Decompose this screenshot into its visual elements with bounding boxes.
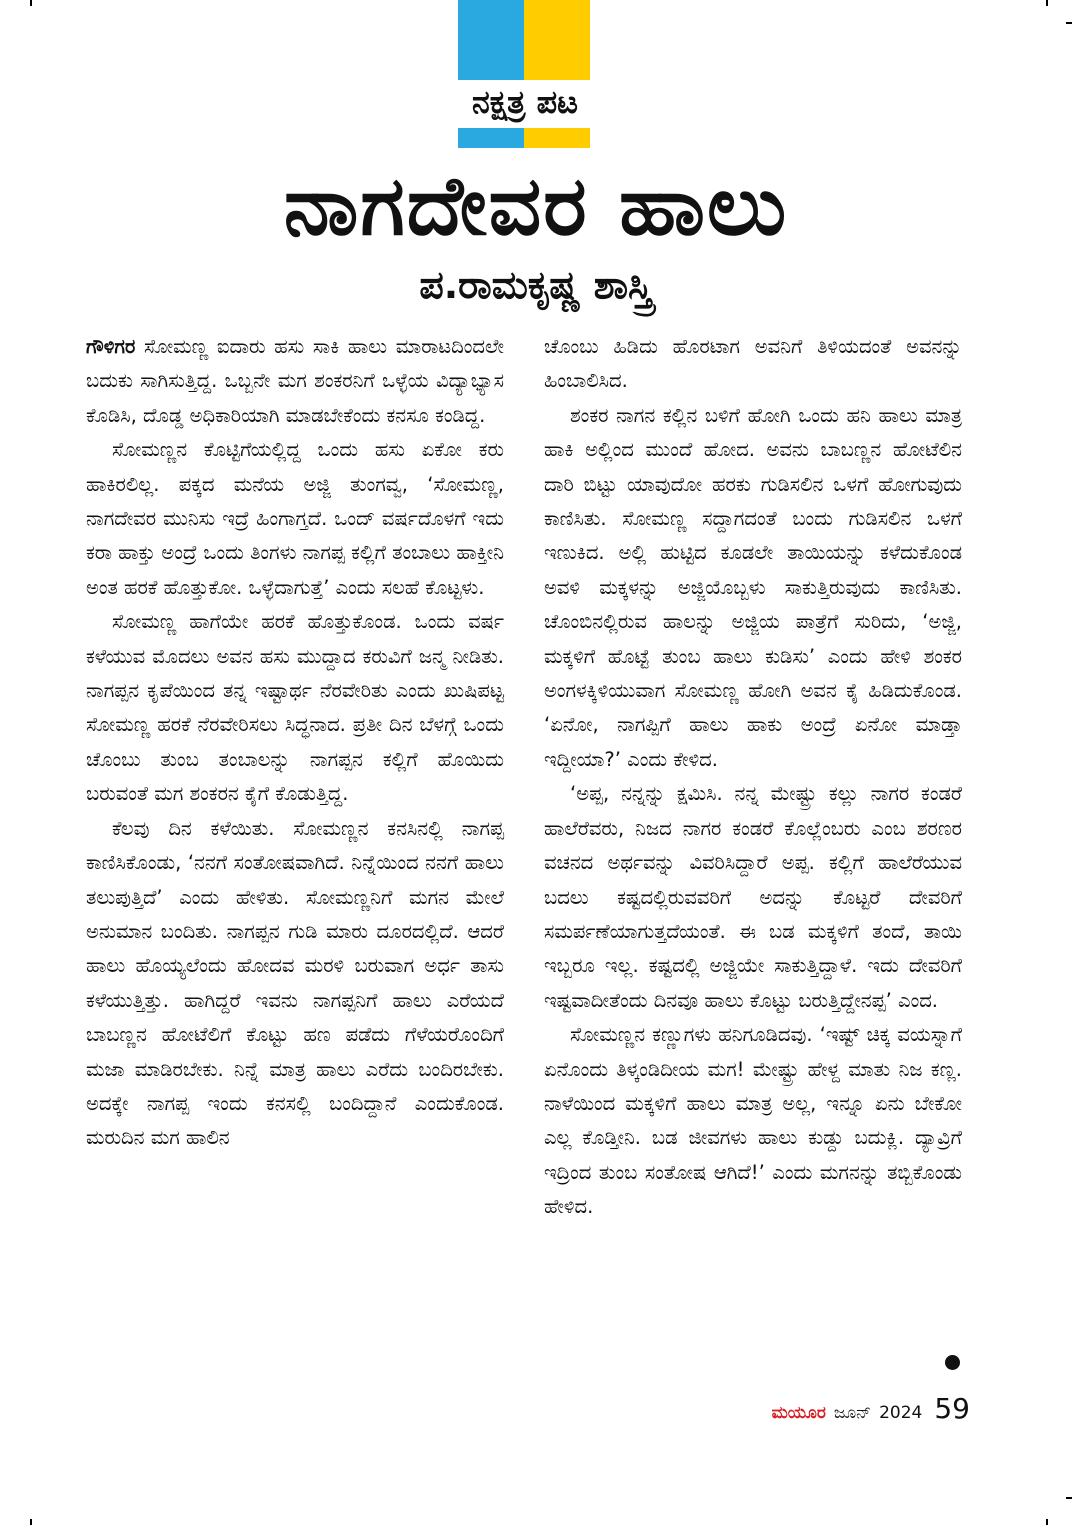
- page-number: 59: [934, 1392, 970, 1425]
- issue-month: ಜೂನ್: [833, 1403, 872, 1423]
- logo-strip-blue: [458, 128, 524, 148]
- crop-mark-right-bottom: [1066, 1497, 1072, 1499]
- paragraph: ಚೊಂಬು ಹಿಡಿದು ಹೊರಟಾಗ ಅವನಿಗೆ ತಿಳಿಯದಂತೆ ಅವನನ್ನು ಹಿಂಬಾಲಿಸಿದ.: [544, 335, 962, 393]
- article-title: ನಾಗದೇವರ ಹಾಲು: [283, 159, 789, 254]
- article-column-right: [544, 330, 962, 1225]
- lead-word: ಗೌಳಿಗರ: [86, 335, 136, 358]
- crop-mark-bottom-left: [30, 1519, 32, 1525]
- crop-mark-top-left: [30, 0, 32, 6]
- article-column-left: [86, 330, 504, 1156]
- paragraph: ಸೋಮಣ್ಣ ಹಾಗೆಯೇ ಹರಕೆ ಹೊತ್ತುಕೊಂಡ. ಒಂದು ವರ್ಷ ಕಳೆಯುವ ಮೊದಲು ಅವನ ಹಸು ಮುದ್ದಾದ ಕರುವಿಗೆ ಜನ್ಮ ನೀಡಿತು. ನಾಗಪ್ಪನ ಕೃಪೆಯಿಂದ ತನ್ನ ಇಷ್ಟಾರ್ಥ ನೆರವೇರಿತು ಎಂದು ಖುಷಿಪಟ್ಟ ಸೋಮಣ್ಣ ಹರಕೆ ನೆರವೇರಿಸಲು ಸಿದ್ಧನಾದ. ಪ್ರತೀ ದಿನ ಬೆಳಗ್ಗೆ ಒಂದು ಚೊಂಬು ತುಂಬ ತಂಬಾಲನ್ನು ನಾಗಪ್ಪನ ಕಲ್ಲಿಗೆ ಹೊಯಿದು ಬರುವಂತೆ ಮಗ ಶಂಕರನ ಕೈಗೆ ಕೊಡುತ್ತಿದ್ದ.: [86, 610, 504, 806]
- article-author: ಪ.ರಾಮಕೃಷ್ಣ ಶಾಸ್ತ್ರಿ: [419, 263, 653, 307]
- paragraph-text: ಸೋಮಣ್ಣ ಐದಾರು ಹಸು ಸಾಕಿ ಹಾಲು ಮಾರಾಟದಿಂದಲೇ ಬದುಕು ಸಾಗಿಸುತ್ತಿದ್ದ. ಒಬ್ಬನೇ ಮಗ ಶಂಕರನಿಗೆ ಒಳ್ಳೆಯ ವಿದ್ಯಾಭ್ಯಾಸ ಕೊಡಿಸಿ, ದೊಡ್ಡ ಅಧಿಕಾರಿಯಾಗಿ ಮಾಡಬೇಕೆಂದು ಕನಸೂ ಕಂಡಿದ್ದ.: [86, 335, 504, 427]
- magazine-name: ಮಯೂರ: [771, 1403, 826, 1423]
- crop-mark-bottom-right: [1046, 1519, 1048, 1525]
- issue-year: 2024: [879, 1403, 923, 1423]
- logo-block-yellow: [524, 0, 590, 80]
- paragraph: ‘ಅಪ್ಪ, ನನ್ನನ್ನು ಕ್ಷಮಿಸಿ. ನನ್ನ ಮೇಷ್ಟ್ರು ಕಲ್ಲು ನಾಗರ ಕಂಡರೆ ಹಾಲೆರೆವರು, ನಿಜದ ನಾಗರ ಕಂಡರೆ ಕೊಲ್ಲೆಂಬರು ಎಂಬ ಶರಣರ ವಚನದ ಅರ್ಥವನ್ನು ವಿವರಿಸಿದ್ದಾರೆ ಅಪ್ಪ. ಕಲ್ಲಿಗೆ ಹಾಲೆರೆಯುವ ಬದಲು ಕಷ್ಟದಲ್ಲಿರುವವರಿಗೆ ಅದನ್ನು ಕೊಟ್ಟರೆ ದೇವರಿಗೆ ಸಮರ್ಪಣೆಯಾಗುತ್ತದೆಯಂತೆ. ಈ ಬಡ ಮಕ್ಕಳಿಗೆ ತಂದೆ, ತಾಯಿ ಇಬ್ಬರೂ ಇಲ್ಲ. ಕಷ್ಟದಲ್ಲಿ ಅಜ್ಜಿಯೇ ಸಾಕುತ್ತಿದ್ದಾಳೆ. ಇದು ದೇವರಿಗೆ ಇಷ್ಟವಾದೀತೆಂದು ದಿನವೂ ಹಾಲು ಕೊಟ್ಟು ಬರುತ್ತಿದ್ದೇನಪ್ಪ’ ಎಂದ.: [544, 782, 962, 1012]
- section-label: ನಕ್ಷತ್ರ ಪಟ: [472, 83, 578, 121]
- paragraph: ಸೋಮಣ್ಣನ ಕೊಟ್ಟಿಗೆಯಲ್ಲಿದ್ದ ಒಂದು ಹಸು ಏಕೋ ಕರು ಹಾಕಿರಲಿಲ್ಲ. ಪಕ್ಕದ ಮನೆಯ ಅಜ್ಜಿ ತುಂಗವ್ವ, ‘ಸೋಮಣ್ಣ, ನಾಗದೇವರ ಮುನಿಸು ಇದ್ರೆ ಹಿಂಗಾಗ್ತದೆ. ಒಂದ್ ವರ್ಷದೊಳಗೆ ಇದು ಕರಾ ಹಾಕ್ತು ಅಂದ್ರೆ ಒಂದು ತಿಂಗಳು ನಾಗಪ್ಪ ಕಲ್ಲಿಗೆ ತಂಬಾಲು ಹಾಕ್ತೀನಿ ಅಂತ ಹರಕೆ ಹೊತ್ತುಕೋ. ಒಳ್ಳೆದಾಗುತ್ತೆ’ ಎಂದು ಸಲಹೆ ಕೊಟ್ಟಳು.: [86, 438, 504, 599]
- logo-strip-yellow: [524, 128, 590, 148]
- paragraph: ಶಂಕರ ನಾಗನ ಕಲ್ಲಿನ ಬಳಿಗೆ ಹೋಗಿ ಒಂದು ಹನಿ ಹಾಲು ಮಾತ್ರ ಹಾಕಿ ಅಲ್ಲಿಂದ ಮುಂದೆ ಹೋದ. ಅವನು ಬಾಬಣ್ಣನ ಹೋಟೆಲಿನ ದಾರಿ ಬಿಟ್ಟು ಯಾವುದೋ ಹರಕು ಗುಡಿಸಲಿನ ಒಳಗೆ ಹೋಗುವುದು ಕಾಣಿಸಿತು. ಸೋಮಣ್ಣ ಸದ್ದಾಗದಂತೆ ಬಂದು ಗುಡಿಸಲಿನ ಒಳಗೆ ಇಣುಕಿದ. ಅಲ್ಲಿ ಹುಟ್ಟಿದ ಕೂಡಲೇ ತಾಯಿಯನ್ನು ಕಳೆದುಕೊಂಡ ಅವಳಿ ಮಕ್ಕಳನ್ನು ಅಜ್ಜಿಯೊಬ್ಬಳು ಸಾಕುತ್ತಿರುವುದು ಕಾಣಿಸಿತು. ಚೊಂಬಿನಲ್ಲಿರುವ ಹಾಲನ್ನು ಅಜ್ಜಿಯ ಪಾತ್ರೆಗೆ ಸುರಿದು, ‘ಅಜ್ಜಿ, ಮಕ್ಕಳಿಗೆ ಹೊಟ್ಟೆ ತುಂಬ ಹಾಲು ಕುಡಿಸು’ ಎಂದು ಹೇಳಿ ಶಂಕರ ಅಂಗಳಕ್ಕಿಳಿಯುವಾಗ ಸೋಮಣ್ಣ ಹೋಗಿ ಅವನ ಕೈ ಹಿಡಿದುಕೊಂಡ. ‘ಏನೋ, ನಾಗಪ್ಪಿಗೆ ಹಾಲು ಹಾಕು ಅಂದ್ರೆ ಏನೋ ಮಾಡ್ತಾ ಇದ್ದೀಯಾ?’ ಎಂದು ಕೇಳಿದ.: [544, 403, 962, 771]
- logo-block-blue: [458, 0, 524, 80]
- paragraph: ಸೋಮಣ್ಣನ ಕಣ್ಣುಗಳು ಹನಿಗೂಡಿದವು. ‘ಇಷ್ಟ್ ಚಿಕ್ಕ ವಯಸ್ನಾಗೆ ಏನೊಂದು ತಿಳ್ಕಂಡಿದೀಯ ಮಗ! ಮೇಷ್ಟ್ರು ಹೇಳ್ದ ಮಾತು ನಿಜ ಕಣ್ಲ. ನಾಳೆಯಿಂದ ಮಕ್ಕಳಿಗೆ ಹಾಲು ಮಾತ್ರ ಅಲ್ಲ, ಇನ್ನೂ ಏನು ಬೇಕೋ ಎಲ್ಲ ಕೊಡ್ತೀನಿ. ಬಡ ಜೀವಗಳು ಹಾಲು ಕುಡ್ದು ಬದುಕ್ಲಿ. ದ್ಯಾವ್ರಿಗೆ ಇದ್ರಿಂದ ತುಂಬ ಸಂತೋಷ ಆಗಿದೆ!’ ಎಂದು ಮಗನನ್ನು ತಬ್ಬಿಕೊಂಡು ಹೇಳಿದ.: [544, 1023, 962, 1219]
- crop-mark-right-top: [1066, 22, 1072, 24]
- paragraph: ಕೆಲವು ದಿನ ಕಳೆಯಿತು. ಸೋಮಣ್ಣನ ಕನಸಿನಲ್ಲಿ ನಾಗಪ್ಪ ಕಾಣಿಸಿಕೊಂಡು, ‘ನನಗೆ ಸಂತೋಷವಾಗಿದೆ. ನಿನ್ನೆಯಿಂದ ನನಗೆ ಹಾಲು ತಲುಪುತ್ತಿದೆ’ ಎಂದು ಹೇಳಿತು. ಸೋಮಣ್ಣನಿಗೆ ಮಗನ ಮೇಲೆ ಅನುಮಾನ ಬಂದಿತು. ನಾಗಪ್ಪನ ಗುಡಿ ಮಾರು ದೂರದಲ್ಲಿದೆ. ಆದರೆ ಹಾಲು ಹೊಯ್ಯಲೆಂದು ಹೋದವ ಮರಳಿ ಬರುವಾಗ ಅರ್ಧ ತಾಸು ಕಳೆಯುತ್ತಿತ್ತು. ಹಾಗಿದ್ದರೆ ಇವನು ನಾಗಪ್ಪನಿಗೆ ಹಾಲು ಎರೆಯದೆ ಬಾಬಣ್ಣನ ಹೋಟೆಲಿಗೆ ಕೊಟ್ಟು ಹಣ ಪಡೆದು ಗೆಳೆಯರೊಂದಿಗೆ ಮಜಾ ಮಾಡಿರಬೇಕು. ನಿನ್ನೆ ಮಾತ್ರ ಹಾಲು ಎರೆದು ಬಂದಿರಬೇಕು. ಅದಕ್ಕೇ ನಾಗಪ್ಪ ಇಂದು ಕನಸಲ್ಲಿ ಬಂದಿದ್ದಾನೆ ಎಂದುಕೊಂಡ. ಮರುದಿನ ಮಗ ಹಾಲಿನ: [86, 816, 504, 1150]
- end-mark-icon: [945, 1355, 960, 1370]
- paragraph: [86, 330, 504, 433]
- page-footer: [750, 1392, 970, 1426]
- crop-mark-top-right: [1046, 0, 1048, 6]
